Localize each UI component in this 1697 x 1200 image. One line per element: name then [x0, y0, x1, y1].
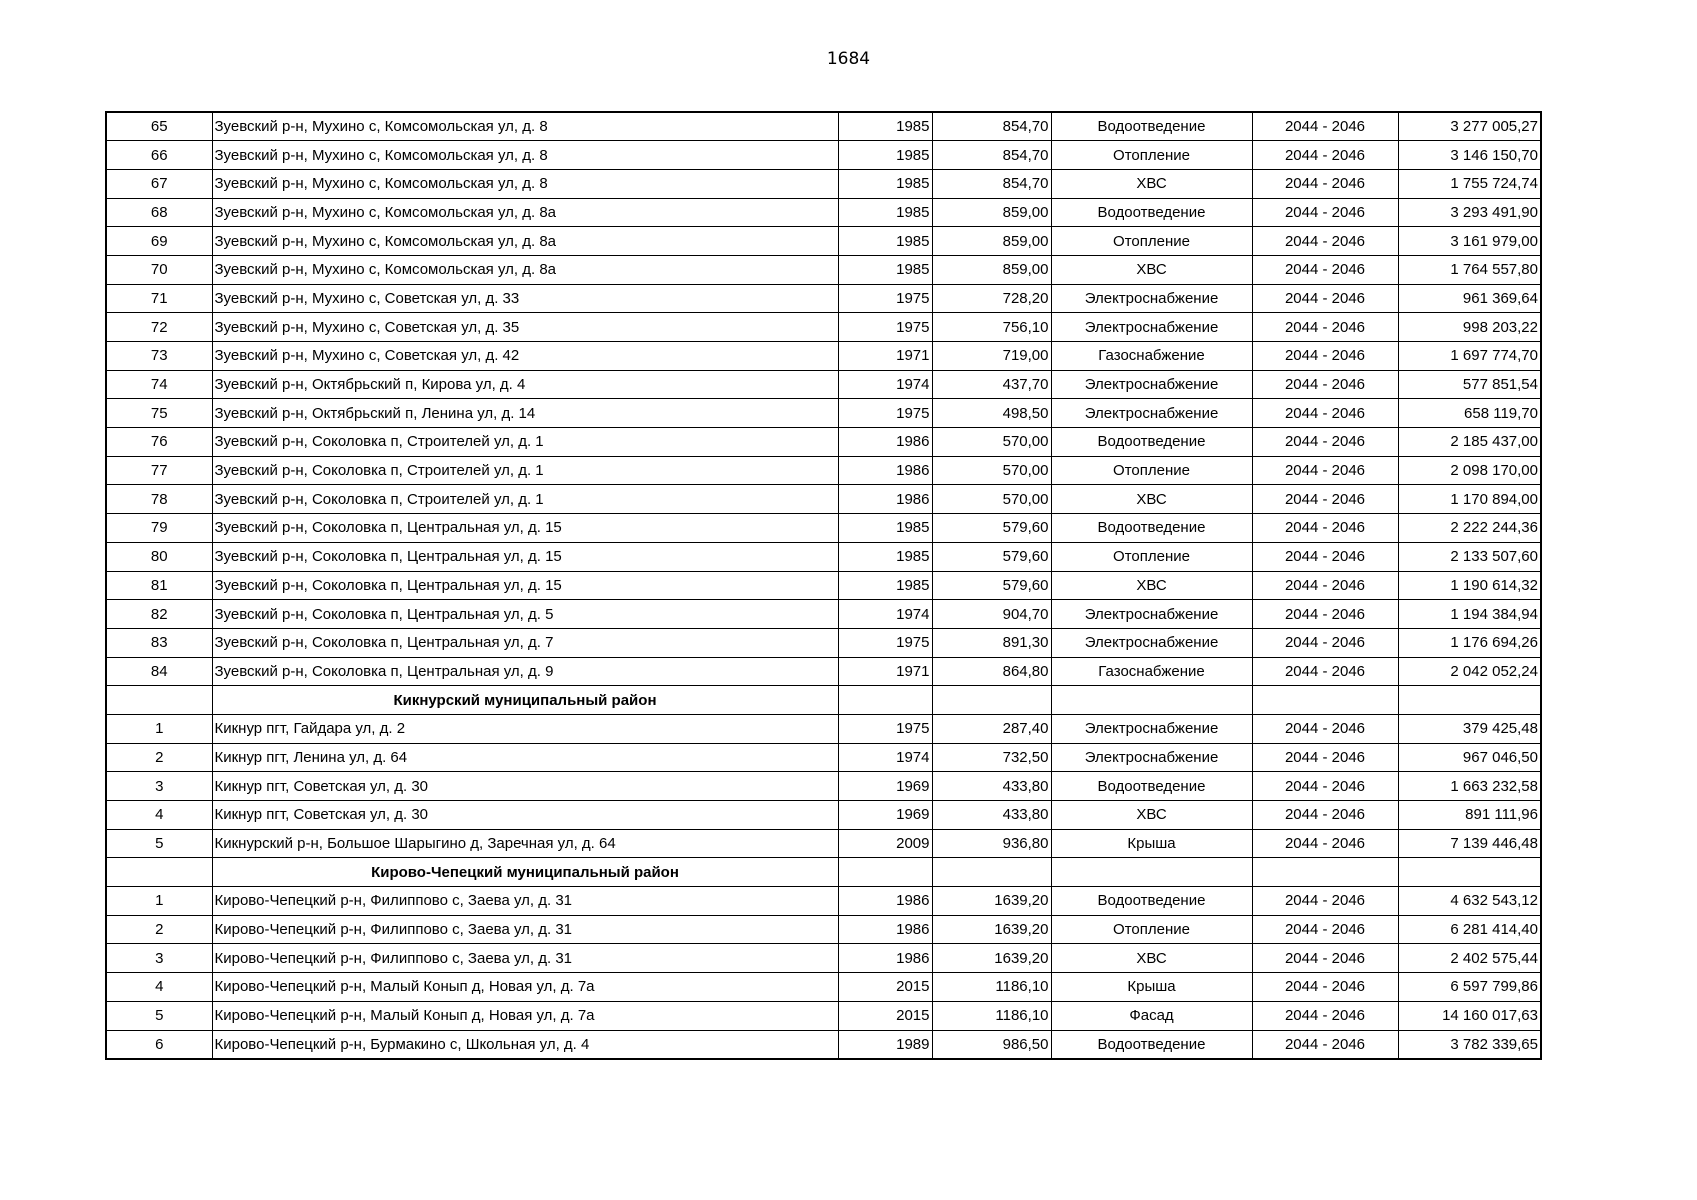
area-cell: 986,50 — [932, 1030, 1051, 1059]
year-cell: 1974 — [838, 743, 932, 772]
address-cell: Зуевский р-н, Соколовка п, Центральная ул, д. 5 — [212, 600, 838, 629]
cost-cell: 2 222 244,36 — [1398, 514, 1541, 543]
cost-cell: 891 111,96 — [1398, 801, 1541, 830]
period-cell: 2044 - 2046 — [1252, 973, 1398, 1002]
period-cell: 2044 - 2046 — [1252, 198, 1398, 227]
area-cell: 854,70 — [932, 141, 1051, 170]
year-cell: 1975 — [838, 313, 932, 342]
empty-cell — [106, 686, 212, 715]
address-cell: Зуевский р-н, Мухино с, Советская ул, д. 33 — [212, 284, 838, 313]
table-row — [106, 342, 1541, 371]
table-row — [106, 542, 1541, 571]
table-row — [106, 255, 1541, 284]
cost-cell: 658 119,70 — [1398, 399, 1541, 428]
period-cell: 2044 - 2046 — [1252, 743, 1398, 772]
area-cell: 732,50 — [932, 743, 1051, 772]
work-type-cell: Отопление — [1051, 227, 1252, 256]
table-row — [106, 514, 1541, 543]
period-cell: 2044 - 2046 — [1252, 657, 1398, 686]
table-row — [106, 772, 1541, 801]
area-cell: 756,10 — [932, 313, 1051, 342]
table-row — [106, 944, 1541, 973]
area-cell: 1639,20 — [932, 915, 1051, 944]
row-number-cell: 4 — [106, 801, 212, 830]
period-cell: 2044 - 2046 — [1252, 112, 1398, 141]
area-cell: 859,00 — [932, 255, 1051, 284]
area-cell: 854,70 — [932, 169, 1051, 198]
address-cell: Зуевский р-н, Соколовка п, Строителей ул, д. 1 — [212, 428, 838, 457]
area-cell: 1186,10 — [932, 973, 1051, 1002]
address-cell: Зуевский р-н, Соколовка п, Строителей ул, д. 1 — [212, 485, 838, 514]
year-cell: 1989 — [838, 1030, 932, 1059]
area-cell: 1639,20 — [932, 944, 1051, 973]
work-type-cell: Электроснабжение — [1051, 284, 1252, 313]
work-type-cell: Электроснабжение — [1051, 399, 1252, 428]
year-cell: 1975 — [838, 284, 932, 313]
row-number-cell: 77 — [106, 456, 212, 485]
year-cell: 1974 — [838, 370, 932, 399]
row-number-cell: 83 — [106, 628, 212, 657]
address-cell: Зуевский р-н, Мухино с, Комсомольская ул, д. 8а — [212, 198, 838, 227]
area-cell: 719,00 — [932, 342, 1051, 371]
row-number-cell: 3 — [106, 772, 212, 801]
work-type-cell: ХВС — [1051, 169, 1252, 198]
period-cell: 2044 - 2046 — [1252, 514, 1398, 543]
work-type-cell: Водоотведение — [1051, 112, 1252, 141]
address-cell: Зуевский р-н, Соколовка п, Центральная ул, д. 15 — [212, 542, 838, 571]
address-cell: Кирово-Чепецкий р-н, Малый Конып д, Новая ул, д. 7а — [212, 973, 838, 1002]
year-cell: 1985 — [838, 542, 932, 571]
area-cell: 579,60 — [932, 571, 1051, 600]
cost-cell: 6 597 799,86 — [1398, 973, 1541, 1002]
work-type-cell: Электроснабжение — [1051, 628, 1252, 657]
row-number-cell: 75 — [106, 399, 212, 428]
row-number-cell: 68 — [106, 198, 212, 227]
work-type-cell: Газоснабжение — [1051, 342, 1252, 371]
address-cell: Зуевский р-н, Соколовка п, Центральная ул, д. 15 — [212, 514, 838, 543]
year-cell: 1971 — [838, 342, 932, 371]
area-cell: 437,70 — [932, 370, 1051, 399]
table-row — [106, 887, 1541, 916]
table-row — [106, 456, 1541, 485]
address-cell: Зуевский р-н, Октябрьский п, Кирова ул, д. 4 — [212, 370, 838, 399]
cost-cell: 3 293 491,90 — [1398, 198, 1541, 227]
period-cell: 2044 - 2046 — [1252, 571, 1398, 600]
period-cell: 2044 - 2046 — [1252, 772, 1398, 801]
period-cell: 2044 - 2046 — [1252, 456, 1398, 485]
year-cell: 1974 — [838, 600, 932, 629]
period-cell: 2044 - 2046 — [1252, 370, 1398, 399]
table-row — [106, 198, 1541, 227]
period-cell: 2044 - 2046 — [1252, 485, 1398, 514]
row-number-cell: 65 — [106, 112, 212, 141]
year-cell: 1975 — [838, 628, 932, 657]
table-row — [106, 485, 1541, 514]
year-cell: 1986 — [838, 428, 932, 457]
empty-cell — [838, 858, 932, 887]
row-number-cell: 73 — [106, 342, 212, 371]
period-cell: 2044 - 2046 — [1252, 399, 1398, 428]
cost-cell: 2 133 507,60 — [1398, 542, 1541, 571]
year-cell: 1985 — [838, 514, 932, 543]
address-cell: Зуевский р-н, Соколовка п, Центральная ул, д. 15 — [212, 571, 838, 600]
year-cell: 1985 — [838, 571, 932, 600]
year-cell: 2015 — [838, 1001, 932, 1030]
address-cell: Зуевский р-н, Октябрьский п, Ленина ул, д. 14 — [212, 399, 838, 428]
cost-cell: 1 170 894,00 — [1398, 485, 1541, 514]
work-type-cell: Газоснабжение — [1051, 657, 1252, 686]
address-cell: Зуевский р-н, Соколовка п, Центральная ул, д. 9 — [212, 657, 838, 686]
period-cell: 2044 - 2046 — [1252, 944, 1398, 973]
year-cell: 1969 — [838, 772, 932, 801]
period-cell: 2044 - 2046 — [1252, 1030, 1398, 1059]
address-cell: Кирово-Чепецкий р-н, Филиппово с, Заева ул, д. 31 — [212, 944, 838, 973]
address-cell: Зуевский р-н, Мухино с, Советская ул, д. 42 — [212, 342, 838, 371]
table-row — [106, 313, 1541, 342]
year-cell: 1986 — [838, 915, 932, 944]
address-cell: Кикнур пгт, Советская ул, д. 30 — [212, 801, 838, 830]
work-type-cell: Водоотведение — [1051, 1030, 1252, 1059]
period-cell: 2044 - 2046 — [1252, 342, 1398, 371]
table-row — [106, 600, 1541, 629]
period-cell: 2044 - 2046 — [1252, 542, 1398, 571]
area-cell: 433,80 — [932, 772, 1051, 801]
work-type-cell: Крыша — [1051, 829, 1252, 858]
address-cell: Кикнурский р-н, Большое Шарыгино д, Заречная ул, д. 64 — [212, 829, 838, 858]
empty-cell — [932, 686, 1051, 715]
area-cell: 579,60 — [932, 542, 1051, 571]
work-type-cell: Отопление — [1051, 915, 1252, 944]
area-cell: 579,60 — [932, 514, 1051, 543]
work-type-cell: Электроснабжение — [1051, 600, 1252, 629]
area-cell: 1186,10 — [932, 1001, 1051, 1030]
table-row — [106, 227, 1541, 256]
empty-cell — [1051, 686, 1252, 715]
cost-cell: 1 755 724,74 — [1398, 169, 1541, 198]
work-type-cell: Электроснабжение — [1051, 743, 1252, 772]
cost-cell: 2 042 052,24 — [1398, 657, 1541, 686]
address-cell: Зуевский р-н, Мухино с, Комсомольская ул, д. 8а — [212, 227, 838, 256]
work-type-cell: Водоотведение — [1051, 428, 1252, 457]
row-number-cell: 66 — [106, 141, 212, 170]
period-cell: 2044 - 2046 — [1252, 887, 1398, 916]
empty-cell — [838, 686, 932, 715]
cost-cell: 1 190 614,32 — [1398, 571, 1541, 600]
year-cell: 1986 — [838, 485, 932, 514]
period-cell: 2044 - 2046 — [1252, 829, 1398, 858]
period-cell: 2044 - 2046 — [1252, 141, 1398, 170]
address-cell: Кирово-Чепецкий р-н, Бурмакино с, Школьная ул, д. 4 — [212, 1030, 838, 1059]
work-type-cell: Водоотведение — [1051, 772, 1252, 801]
address-cell: Кирово-Чепецкий р-н, Филиппово с, Заева ул, д. 31 — [212, 887, 838, 916]
work-type-cell: Водоотведение — [1051, 887, 1252, 916]
address-cell: Зуевский р-н, Мухино с, Комсомольская ул, д. 8 — [212, 112, 838, 141]
year-cell: 1986 — [838, 887, 932, 916]
cost-cell: 2 098 170,00 — [1398, 456, 1541, 485]
cost-cell: 2 185 437,00 — [1398, 428, 1541, 457]
table-row — [106, 1030, 1541, 1059]
address-cell: Зуевский р-н, Мухино с, Советская ул, д. 35 — [212, 313, 838, 342]
row-number-cell: 71 — [106, 284, 212, 313]
area-cell: 570,00 — [932, 428, 1051, 457]
row-number-cell: 1 — [106, 887, 212, 916]
row-number-cell: 70 — [106, 255, 212, 284]
period-cell: 2044 - 2046 — [1252, 1001, 1398, 1030]
period-cell: 2044 - 2046 — [1252, 714, 1398, 743]
table-row — [106, 973, 1541, 1002]
cost-cell: 1 697 774,70 — [1398, 342, 1541, 371]
capital-repair-table — [105, 111, 1542, 1060]
row-number-cell: 81 — [106, 571, 212, 600]
area-cell: 570,00 — [932, 485, 1051, 514]
table-row — [106, 829, 1541, 858]
cost-cell: 1 176 694,26 — [1398, 628, 1541, 657]
row-number-cell: 79 — [106, 514, 212, 543]
table-row — [106, 141, 1541, 170]
year-cell: 1985 — [838, 169, 932, 198]
section-header-row — [106, 686, 1541, 715]
cost-cell: 7 139 446,48 — [1398, 829, 1541, 858]
area-cell: 854,70 — [932, 112, 1051, 141]
table-row — [106, 112, 1541, 141]
address-cell: Зуевский р-н, Соколовка п, Центральная ул, д. 7 — [212, 628, 838, 657]
empty-cell — [1252, 858, 1398, 887]
cost-cell: 1 663 232,58 — [1398, 772, 1541, 801]
year-cell: 2009 — [838, 829, 932, 858]
year-cell: 1971 — [838, 657, 932, 686]
address-cell: Кикнур пгт, Гайдара ул, д. 2 — [212, 714, 838, 743]
empty-cell — [1398, 858, 1541, 887]
table-row — [106, 1001, 1541, 1030]
cost-cell: 2 402 575,44 — [1398, 944, 1541, 973]
row-number-cell: 3 — [106, 944, 212, 973]
table-row — [106, 915, 1541, 944]
area-cell: 728,20 — [932, 284, 1051, 313]
row-number-cell: 72 — [106, 313, 212, 342]
cost-cell: 967 046,50 — [1398, 743, 1541, 772]
address-cell: Зуевский р-н, Мухино с, Комсомольская ул, д. 8а — [212, 255, 838, 284]
cost-cell: 6 281 414,40 — [1398, 915, 1541, 944]
row-number-cell: 1 — [106, 714, 212, 743]
work-type-cell: ХВС — [1051, 255, 1252, 284]
address-cell: Кикнур пгт, Советская ул, д. 30 — [212, 772, 838, 801]
empty-cell — [1051, 858, 1252, 887]
period-cell: 2044 - 2046 — [1252, 255, 1398, 284]
work-type-cell: Отопление — [1051, 542, 1252, 571]
address-cell: Кирово-Чепецкий р-н, Филиппово с, Заева ул, д. 31 — [212, 915, 838, 944]
row-number-cell: 5 — [106, 829, 212, 858]
work-type-cell: Водоотведение — [1051, 514, 1252, 543]
work-type-cell: Фасад — [1051, 1001, 1252, 1030]
row-number-cell: 5 — [106, 1001, 212, 1030]
row-number-cell: 4 — [106, 973, 212, 1002]
row-number-cell: 76 — [106, 428, 212, 457]
row-number-cell: 82 — [106, 600, 212, 629]
area-cell: 570,00 — [932, 456, 1051, 485]
row-number-cell: 2 — [106, 915, 212, 944]
year-cell: 1985 — [838, 198, 932, 227]
row-number-cell: 78 — [106, 485, 212, 514]
year-cell: 1985 — [838, 255, 932, 284]
area-cell: 1639,20 — [932, 887, 1051, 916]
area-cell: 864,80 — [932, 657, 1051, 686]
area-cell: 936,80 — [932, 829, 1051, 858]
area-cell: 859,00 — [932, 198, 1051, 227]
address-cell: Зуевский р-н, Соколовка п, Строителей ул, д. 1 — [212, 456, 838, 485]
work-type-cell: Водоотведение — [1051, 198, 1252, 227]
address-cell: Кикнур пгт, Ленина ул, д. 64 — [212, 743, 838, 772]
table-row — [106, 714, 1541, 743]
year-cell: 2015 — [838, 973, 932, 1002]
table-row — [106, 571, 1541, 600]
table-body — [106, 112, 1541, 1059]
year-cell: 1986 — [838, 456, 932, 485]
cost-cell: 14 160 017,63 — [1398, 1001, 1541, 1030]
area-cell: 904,70 — [932, 600, 1051, 629]
work-type-cell: Отопление — [1051, 141, 1252, 170]
period-cell: 2044 - 2046 — [1252, 284, 1398, 313]
section-title: Кикнурский муниципальный район — [212, 686, 838, 715]
year-cell: 1969 — [838, 801, 932, 830]
address-cell: Зуевский р-н, Мухино с, Комсомольская ул, д. 8 — [212, 169, 838, 198]
cost-cell: 961 369,64 — [1398, 284, 1541, 313]
address-cell: Кирово-Чепецкий р-н, Малый Конып д, Новая ул, д. 7а — [212, 1001, 838, 1030]
address-cell: Зуевский р-н, Мухино с, Комсомольская ул, д. 8 — [212, 141, 838, 170]
table-row — [106, 370, 1541, 399]
period-cell: 2044 - 2046 — [1252, 428, 1398, 457]
area-cell: 498,50 — [932, 399, 1051, 428]
period-cell: 2044 - 2046 — [1252, 628, 1398, 657]
work-type-cell: Электроснабжение — [1051, 370, 1252, 399]
empty-cell — [1252, 686, 1398, 715]
table-row — [106, 743, 1541, 772]
area-cell: 287,40 — [932, 714, 1051, 743]
work-type-cell: Электроснабжение — [1051, 714, 1252, 743]
period-cell: 2044 - 2046 — [1252, 169, 1398, 198]
row-number-cell: 84 — [106, 657, 212, 686]
row-number-cell: 6 — [106, 1030, 212, 1059]
year-cell: 1985 — [838, 141, 932, 170]
year-cell: 1975 — [838, 399, 932, 428]
section-header-row — [106, 858, 1541, 887]
period-cell: 2044 - 2046 — [1252, 915, 1398, 944]
page-number: 1684 — [826, 49, 871, 69]
row-number-cell: 2 — [106, 743, 212, 772]
table-row — [106, 284, 1541, 313]
cost-cell: 998 203,22 — [1398, 313, 1541, 342]
year-cell: 1975 — [838, 714, 932, 743]
work-type-cell: Отопление — [1051, 456, 1252, 485]
work-type-cell: ХВС — [1051, 485, 1252, 514]
cost-cell: 577 851,54 — [1398, 370, 1541, 399]
table-row — [106, 169, 1541, 198]
period-cell: 2044 - 2046 — [1252, 801, 1398, 830]
area-cell: 859,00 — [932, 227, 1051, 256]
row-number-cell: 74 — [106, 370, 212, 399]
cost-cell: 3 146 150,70 — [1398, 141, 1541, 170]
cost-cell: 3 277 005,27 — [1398, 112, 1541, 141]
work-type-cell: ХВС — [1051, 801, 1252, 830]
work-type-cell: ХВС — [1051, 944, 1252, 973]
empty-cell — [1398, 686, 1541, 715]
empty-cell — [932, 858, 1051, 887]
period-cell: 2044 - 2046 — [1252, 313, 1398, 342]
row-number-cell: 67 — [106, 169, 212, 198]
row-number-cell: 80 — [106, 542, 212, 571]
table-row — [106, 657, 1541, 686]
cost-cell: 4 632 543,12 — [1398, 887, 1541, 916]
cost-cell: 1 194 384,94 — [1398, 600, 1541, 629]
cost-cell: 379 425,48 — [1398, 714, 1541, 743]
table-row — [106, 399, 1541, 428]
area-cell: 891,30 — [932, 628, 1051, 657]
period-cell: 2044 - 2046 — [1252, 600, 1398, 629]
work-type-cell: Крыша — [1051, 973, 1252, 1002]
table-row — [106, 801, 1541, 830]
year-cell: 1986 — [838, 944, 932, 973]
work-type-cell: Электроснабжение — [1051, 313, 1252, 342]
area-cell: 433,80 — [932, 801, 1051, 830]
year-cell: 1985 — [838, 112, 932, 141]
empty-cell — [106, 858, 212, 887]
cost-cell: 3 161 979,00 — [1398, 227, 1541, 256]
cost-cell: 1 764 557,80 — [1398, 255, 1541, 284]
section-title: Кирово-Чепецкий муниципальный район — [212, 858, 838, 887]
table-row — [106, 428, 1541, 457]
period-cell: 2044 - 2046 — [1252, 227, 1398, 256]
work-type-cell: ХВС — [1051, 571, 1252, 600]
row-number-cell: 69 — [106, 227, 212, 256]
year-cell: 1985 — [838, 227, 932, 256]
table-row — [106, 628, 1541, 657]
cost-cell: 3 782 339,65 — [1398, 1030, 1541, 1059]
